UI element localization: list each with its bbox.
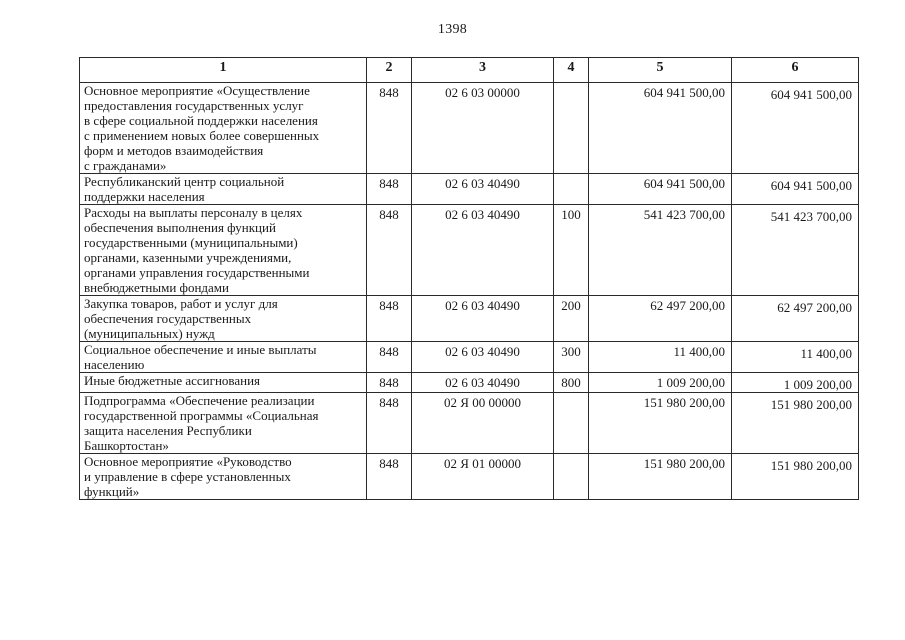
page-number: 1398	[437, 22, 468, 37]
amount-year1-cell: 62 497 200,00	[589, 296, 732, 342]
target-article-cell: 02 Я 00 00000	[412, 393, 554, 454]
header-row	[80, 58, 859, 83]
row-name-cell: Подпрограмма «Обеспечение реализации государственной программы «Социальная защита населения Республики Башкортостан»	[80, 393, 367, 454]
table-row	[80, 296, 859, 342]
table-row	[80, 393, 859, 454]
amount-year2-cell: 151 980 200,00	[732, 454, 859, 500]
ministry-code-cell: 848	[367, 205, 412, 296]
amount-year2-cell: 541 423 700,00	[732, 205, 859, 296]
column-header-6: 6	[732, 58, 859, 83]
row-name-cell: Основное мероприятие «Руководство и управление в сфере установленных функций»	[80, 454, 367, 500]
table-row	[80, 342, 859, 373]
target-article-cell: 02 6 03 40490	[412, 296, 554, 342]
amount-year2-cell: 11 400,00	[732, 342, 859, 373]
expense-type-cell	[554, 83, 589, 174]
ministry-code-cell: 848	[367, 393, 412, 454]
expense-type-cell	[554, 393, 589, 454]
target-article-cell: 02 6 03 40490	[412, 205, 554, 296]
column-header-3: 3	[412, 58, 554, 83]
row-name-cell: Расходы на выплаты персоналу в целях обеспечения выполнения функций государственными (муниципальными) органами, казенными учреждениями, органами управления государственными внебюджетными фондами	[80, 205, 367, 296]
amount-year2-cell: 604 941 500,00	[732, 174, 859, 205]
target-article-cell: 02 6 03 00000	[412, 83, 554, 174]
column-header-4: 4	[554, 58, 589, 83]
ministry-code-cell: 848	[367, 83, 412, 174]
row-name-cell: Основное мероприятие «Осуществление предоставления государственных услуг в сфере социальной поддержки населения с применением новых более совершенных форм и методов взаимодействия с гражданами»	[80, 83, 367, 174]
expense-type-cell	[554, 454, 589, 500]
ministry-code-cell: 848	[367, 454, 412, 500]
table-row	[80, 373, 859, 393]
amount-year2-cell: 62 497 200,00	[732, 296, 859, 342]
ministry-code-cell: 848	[367, 174, 412, 205]
expense-type-cell: 300	[554, 342, 589, 373]
table-row	[80, 205, 859, 296]
expense-type-cell: 200	[554, 296, 589, 342]
ministry-code-cell: 848	[367, 373, 412, 393]
row-name-cell: Иные бюджетные ассигнования	[80, 373, 367, 393]
amount-year1-cell: 604 941 500,00	[589, 174, 732, 205]
row-name-cell: Социальное обеспечение и иные выплаты населению	[80, 342, 367, 373]
amount-year2-cell: 1 009 200,00	[732, 373, 859, 393]
amount-year2-cell: 151 980 200,00	[732, 393, 859, 454]
column-header-2: 2	[367, 58, 412, 83]
expense-type-cell: 800	[554, 373, 589, 393]
budget-table	[79, 57, 859, 500]
target-article-cell: 02 6 03 40490	[412, 174, 554, 205]
amount-year1-cell: 151 980 200,00	[589, 393, 732, 454]
ministry-code-cell: 848	[367, 342, 412, 373]
expense-type-cell: 100	[554, 205, 589, 296]
amount-year2-cell: 604 941 500,00	[732, 83, 859, 174]
amount-year1-cell: 1 009 200,00	[589, 373, 732, 393]
row-name-cell: Закупка товаров, работ и услуг для обеспечения государственных (муниципальных) нужд	[80, 296, 367, 342]
target-article-cell: 02 6 03 40490	[412, 342, 554, 373]
column-header-5: 5	[589, 58, 732, 83]
ministry-code-cell: 848	[367, 296, 412, 342]
amount-year1-cell: 11 400,00	[589, 342, 732, 373]
amount-year1-cell: 604 941 500,00	[589, 83, 732, 174]
table-row	[80, 83, 859, 174]
target-article-cell: 02 6 03 40490	[412, 373, 554, 393]
target-article-cell: 02 Я 01 00000	[412, 454, 554, 500]
row-name-cell: Республиканский центр социальной поддержки населения	[80, 174, 367, 205]
column-header-1: 1	[80, 58, 367, 83]
table-row	[80, 174, 859, 205]
table-row	[80, 454, 859, 500]
amount-year1-cell: 151 980 200,00	[589, 454, 732, 500]
amount-year1-cell: 541 423 700,00	[589, 205, 732, 296]
expense-type-cell	[554, 174, 589, 205]
